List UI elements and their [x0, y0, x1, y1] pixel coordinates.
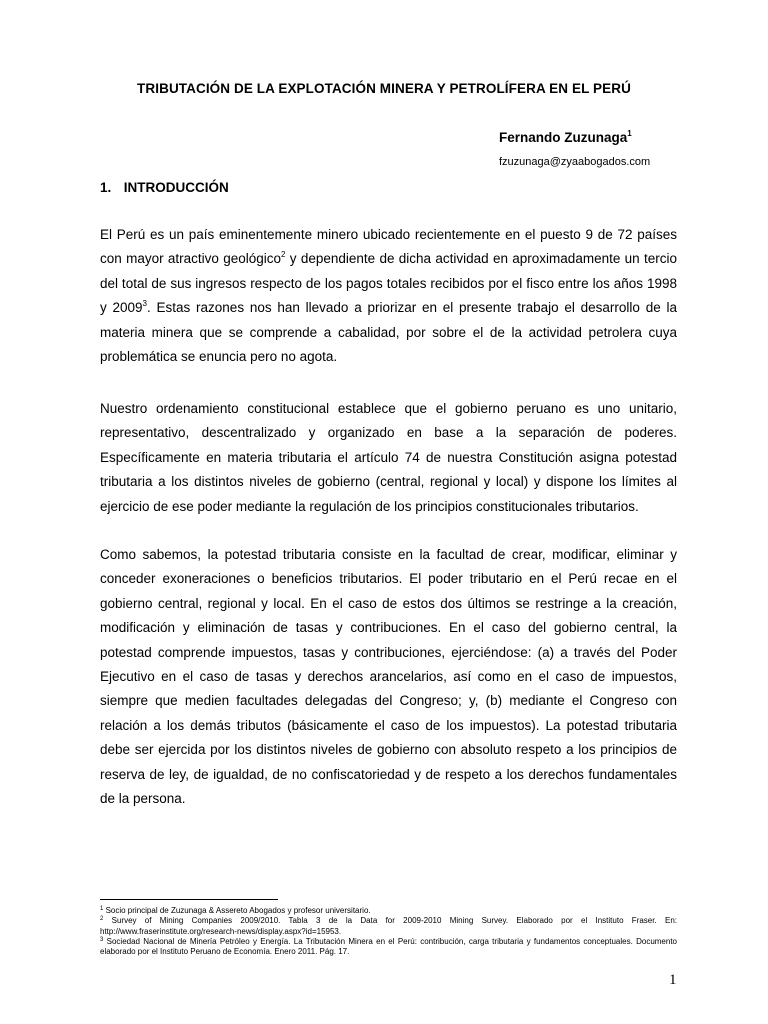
footnote-3 [100, 937, 677, 958]
section-number: 1. [100, 180, 112, 195]
paragraph-intro-text-1: El Perú es un país eminentemente minero ubicado recientemente en el puesto 9 de 72 países con mayor atractivo geológico [100, 227, 677, 267]
footnote-mark: 2 [100, 916, 104, 923]
page-number: 1 [669, 972, 677, 988]
paragraph-tax-power: Como sabemos, la potestad tributaria consiste en la facultad de crear, modificar, eliminar y conceder exoneraciones o beneficios tributarios. El poder tributario en el Perú recae en el gobierno central, regional y local. En el caso de estos dos últimos se restringe a la creación, modificación y eliminación de tasas y contribuciones. En el caso del gobierno central, la potestad comprende impuestos, tasas y contribuciones, ejerciéndose: (a) a través del Poder Ejecutivo en el caso de tasas y derechos arancelarios, así como en el caso de impuestos, siempre que medien facultades delegadas del Congreso; y, (b) mediante el Congreso con relación a los demás tributos (básicamente el caso de los impuestos). La potestad tributaria debe ser ejercida por los distintos niveles de gobierno con absoluto respeto a los principios de reserva de ley, de igualdad, de no confiscatoriedad y de respeto a los derechos fundamentales de la persona. [100, 547, 677, 807]
footnotes [100, 906, 677, 957]
footnote-text: Sociedad Nacional de Minería Petróleo y Energía. La Tributación Minera en el Perú: contribución, carga tributaria y fundamentos conceptuales. Documento elaborado por el Instituto Peruano de Economía. Enero 2011. Pág. 17. [100, 936, 677, 957]
author-name [499, 129, 632, 145]
paragraph-intro-text-3: . Estas razones nos han llevado a priorizar en el presente trabajo el desarrollo de la materia minera que se comprende a cabalidad, por sobre el de la actividad petrolera cuya problemática se enuncia pero no agota. [100, 300, 677, 365]
section-title: INTRODUCCIÓN [123, 180, 229, 195]
footnote-1 [100, 906, 677, 916]
paragraph-intro [100, 223, 677, 369]
author-name-text: Fernando Zuzunaga [499, 130, 628, 145]
section-heading [100, 180, 229, 195]
footnote-mark: 1 [100, 906, 104, 912]
paragraph-constitutional: Nuestro ordenamiento constitucional establece que el gobierno peruano es uno unitario, representativo, descentralizado y organizado en base a la separación de poderes. Específicamente en materia tributaria el artículo 74 de nuestra Constitución asigna potestad tributaria a los distintos niveles de gobierno (central, regional y local) y dispone los límites al ejercicio de ese poder mediante la regulación de los principios constitucionales tributarios. [100, 401, 677, 514]
footnote-ref-3: 3 [142, 299, 147, 309]
footnote-ref-1: 1 [627, 129, 632, 138]
footnote-mark: 3 [100, 936, 104, 943]
footnote-text: Survey of Mining Companies 2009/2010. Tabla 3 de la Data for 2009-2010 Mining Survey. Elaborado por el Instituto Fraser. En: http://www.fraserinstitute.org/research-news/display.aspx?id=15953. [100, 916, 677, 936]
footnote-text: Socio principal de Zuzunaga & Assereto Abogados y profesor universitario. [103, 906, 371, 915]
paragraph-intro-text-2: y dependiente de dicha actividad en aproximadamente un tercio del total de sus ingresos respecto de los pagos totales recibidos por el fisco entre los años 1998 y 2009 [100, 251, 677, 316]
author-email: fzuzunaga@zyaabogados.com [499, 156, 651, 168]
document-title: TRIBUTACIÓN DE LA EXPLOTACIÓN MINERA Y PETROLÍFERA EN EL PERÚ [137, 81, 631, 96]
footnote-separator [100, 899, 278, 900]
footnote-ref-2: 2 [281, 250, 286, 260]
footnote-2 [100, 916, 677, 937]
